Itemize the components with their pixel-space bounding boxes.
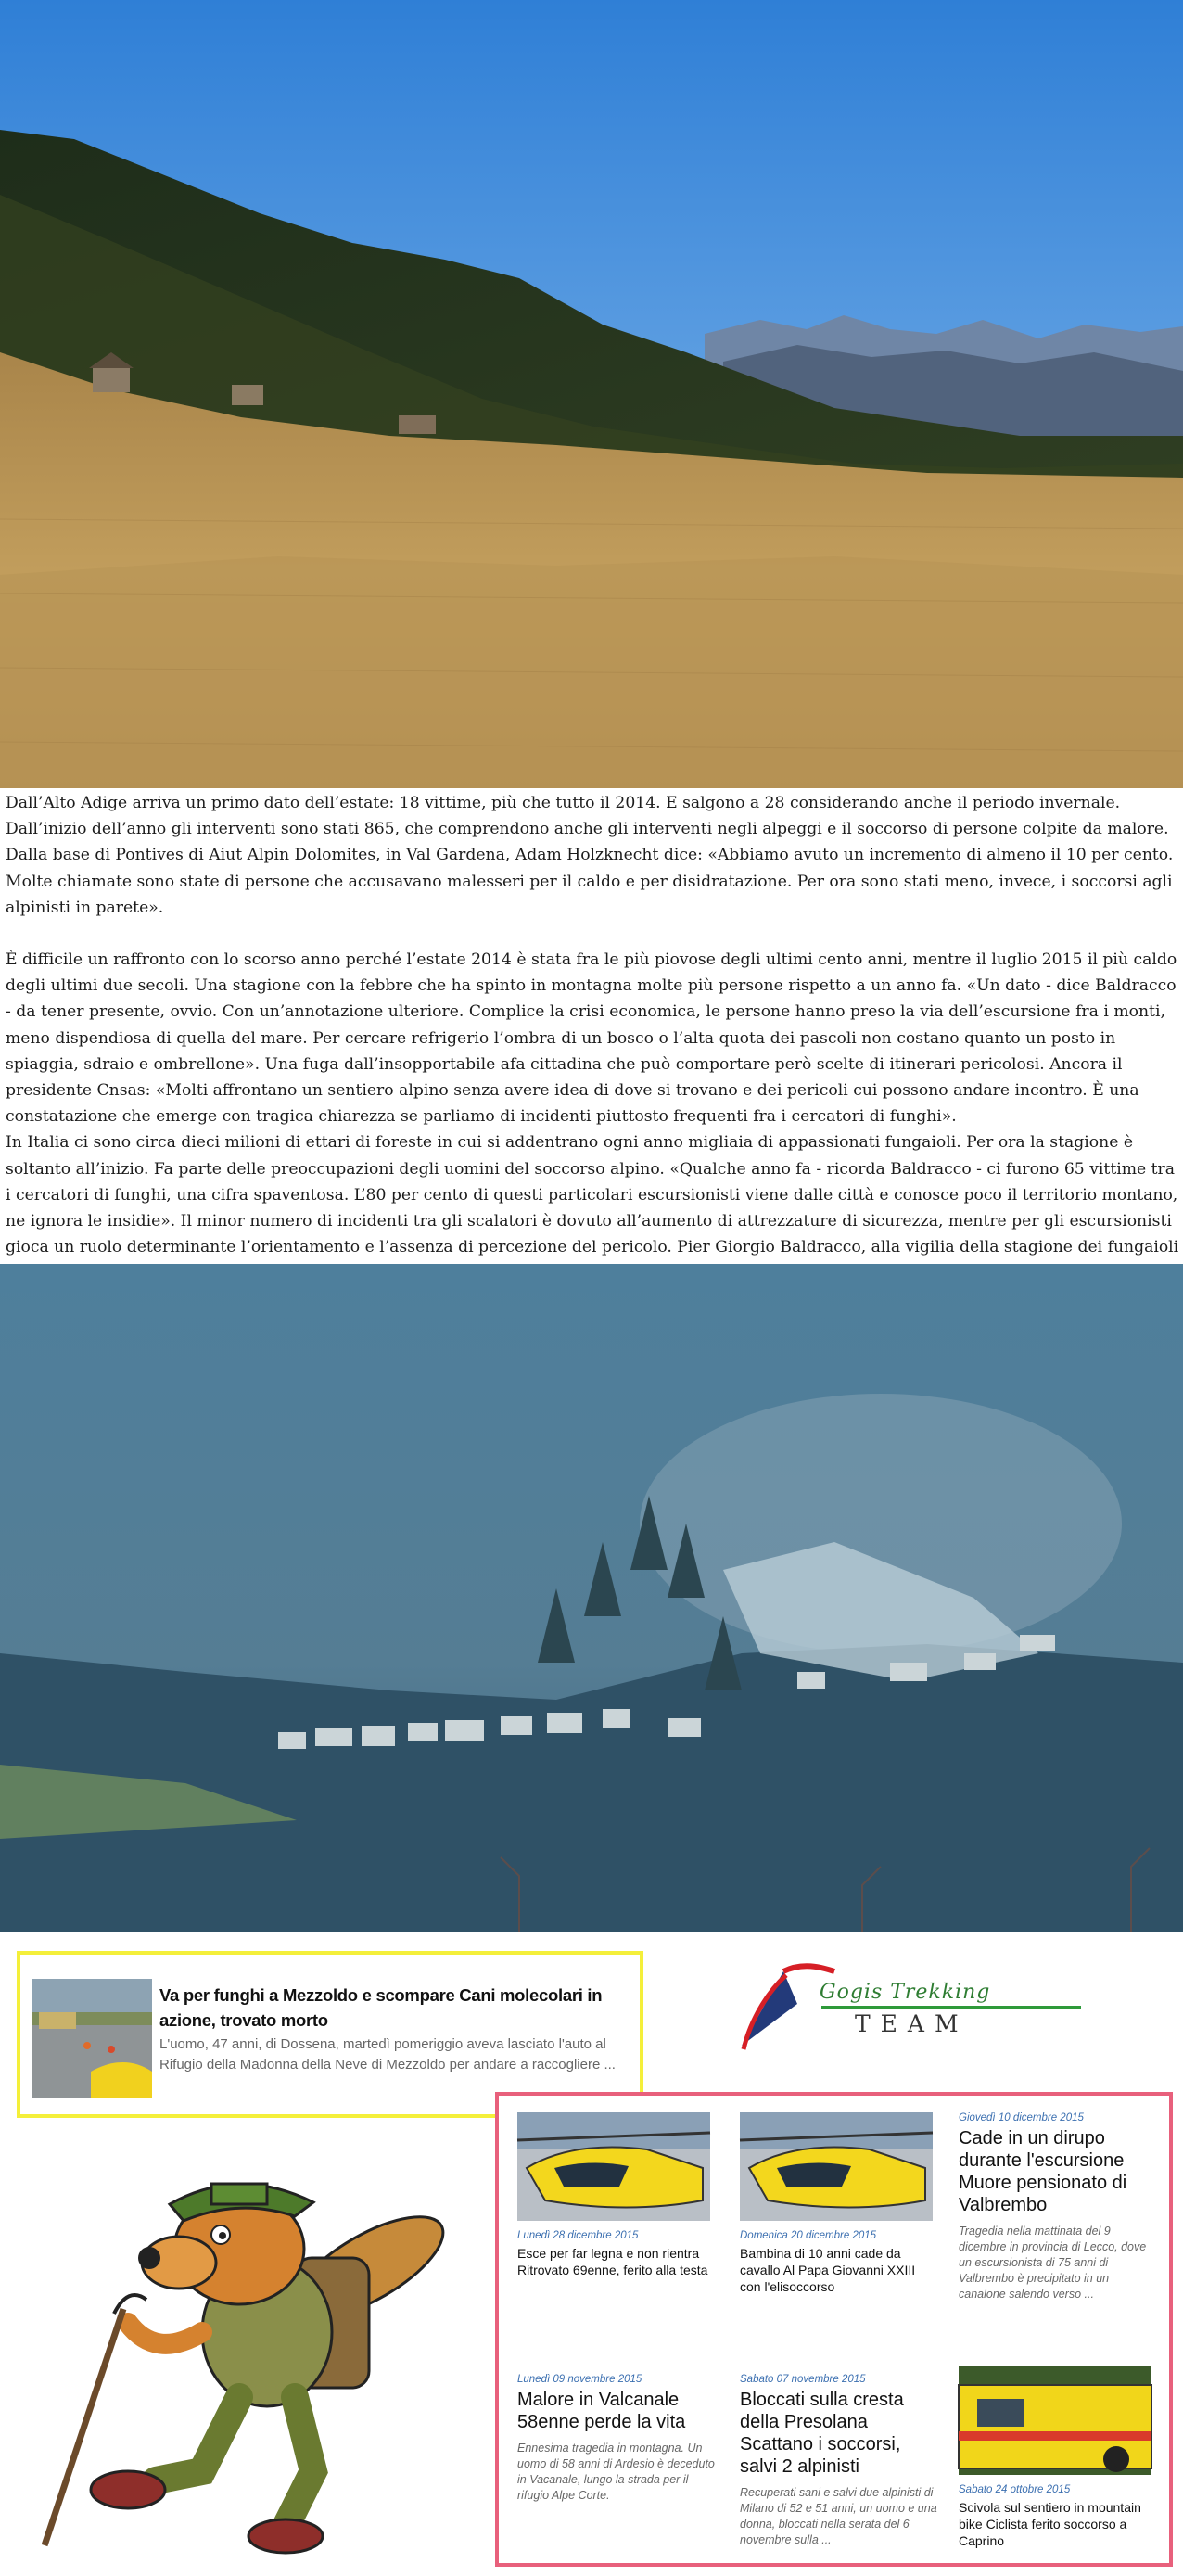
news-excerpt: Recuperati sani e salvi due alpinisti di Milano di 52 e 51 anni, un uomo e una donna, bloccati nella serata del 6 novembre sulla ...	[740, 2486, 937, 2546]
news-date: Sabato 07 novembre 2015	[740, 2374, 866, 2385]
featured-thumbnail[interactable]	[32, 1979, 152, 2098]
featured-title[interactable]: Va per funghi a Mezzoldo e scompare Cani molecolari in azione, trovato morto	[159, 1985, 603, 2030]
news-grid	[495, 2092, 1173, 2567]
news-title[interactable]: Malore in Valcanale 58enne perde la vita	[517, 2390, 686, 2432]
news-title[interactable]: Bambina di 10 anni cade da cavallo Al Papa Giovanni XXIII con l'elisoccorso	[740, 2246, 916, 2294]
hiker-mascot-illustration	[17, 2147, 490, 2555]
news-title[interactable]: Cade in un dirupo durante l'escursione Muore pensionato di Valbrembo	[959, 2128, 1127, 2215]
article-paragraph: Dall’Alto Adige arriva un primo dato dell’estate: 18 vittime, più che tutto il 2014. E salgono a 28 considerando anche il periodo invernale. Dall’inizio dell’anno gli interventi sono stati 865, che comprendono anche gli interventi negli alpeggi e il soccorso di persone colpite da malore. Dalla base di Pontives di Aiut Alpin Dolomites, in Val Gardena, Adam Holzknecht dice: «Abbiamo avuto un incremento di almeno il 10 per cento. Molte chiamate sono state di persone che accusavano malesseri per il caldo e per disidratazione. Per ora sono stati meno, invece, i soccorsi agli alpinisti in parete».	[6, 794, 1174, 917]
news-date: Giovedì 10 dicembre 2015	[959, 2112, 1084, 2123]
news-date: Lunedì 28 dicembre 2015	[517, 2230, 639, 2241]
news-card[interactable]	[517, 2112, 717, 2278]
news-thumbnail[interactable]	[740, 2112, 933, 2221]
news-title[interactable]: Bloccati sulla cresta della Presolana Scattano i soccorsi, salvi 2 alpinisti	[740, 2390, 904, 2477]
article-body	[6, 790, 1179, 1263]
news-date: Domenica 20 dicembre 2015	[740, 2230, 877, 2241]
news-card[interactable]	[517, 2374, 717, 2504]
news-date: Sabato 24 ottobre 2015	[959, 2484, 1071, 2495]
news-card[interactable]	[959, 2366, 1158, 2549]
news-card[interactable]	[959, 2112, 1158, 2302]
logo-underline	[821, 2006, 1081, 2009]
news-excerpt: Tragedia nella mattinata del 9 dicembre in provincia di Lecco, dove un escursionista di 75 anni di Valbrembo è precipitato in un canalone salendo verso ...	[959, 2225, 1147, 2301]
news-thumbnail[interactable]	[517, 2112, 710, 2221]
gogis-trekking-logo	[732, 1953, 1103, 2055]
logo-name: Gogis Trekking	[820, 1981, 991, 2004]
news-title[interactable]: Esce per far legna e non rientra Ritrovato 69enne, ferito alla testa	[517, 2246, 708, 2277]
featured-excerpt: L'uomo, 47 anni, di Dossena, martedì pomeriggio aveva lasciato l'auto al Rifugio della Madonna della Neve di Mezzoldo per andare a raccogliere ...	[159, 2036, 616, 2072]
article-paragraph: È difficile un raffronto con lo scorso anno perché l’estate 2014 è stata fra le più piovose degli ultimi cento anni, mentre il luglio 2015 il più caldo degli ultimi due secoli. Una stagione con la febbre che ha spinto in montagna molte più persone rispetto a un anno fa. «Un dato - dice Baldracco - da tener presente, ovvio. Con un’annotazione ulteriore. Complice la crisi economica, le persone hanno preso la via dell’escursione fra i monti, meno dispendiosa di quella del mare. Per cercare refrigerio l’ombra di un bosco o l’alta quota dei pascoli non costano quanto un posto in spiaggia, sdraio e ombrellone». Una fuga dall’insopportabile afa cittadina che può comportare però scelte di itinerari pericolosi. Ancora il presidente Cnsas: «Molti affrontano un sentiero alpino senza avere idea di dove si trovano e dei pericoli cui possono andare incontro. È una constatazione che emerge con tragica chiarezza se parliamo di incidenti piuttosto frequenti fra i cercatori di funghi».	[6, 950, 1177, 1127]
news-thumbnail[interactable]	[959, 2366, 1151, 2475]
news-card[interactable]	[740, 2374, 939, 2548]
news-card[interactable]	[740, 2112, 939, 2295]
news-excerpt: Ennesima tragedia in montagna. Un uomo di 58 anni di Ardesio è deceduto in Vacanale, lungo la strada per il rifugio Alpe Corte.	[517, 2442, 715, 2502]
news-date: Lunedì 09 novembre 2015	[517, 2374, 642, 2385]
landscape-photo-village	[0, 1264, 1183, 1932]
logo-team: TEAM	[855, 2010, 969, 2037]
article-paragraph: In Italia ci sono circa dieci milioni di ettari di foreste in cui si addentrano ogni anno migliaia di appassionati fungaioli. Per ora la stagione è soltanto all’inizio. Fa parte delle preoccupazioni degli uomini del soccorso alpino. «Qualche anno fa - ricorda Baldracco - ci furono 65 vittime tra i cercatori di funghi, una cifra spaventosa. L’80 per cento di questi particolari escursionisti viene dalle città e conosce poco il territorio montano, ne ignora le insidie». Il minor numero di incidenti tra gli scalatori è dovuto all’aumento di attrezzature di sicurezza, mentre per gli escursionisti gioca un ruolo determinante l’orientamento e l’assenza di percezione del pericolo. Pier Giorgio Baldracco, alla vigilia della stagione dei fungaioli	[6, 1133, 1179, 1257]
landscape-photo-meadow	[0, 0, 1183, 788]
news-title[interactable]: Scivola sul sentiero in mountain bike Ciclista ferito soccorso a Caprino	[959, 2500, 1141, 2548]
